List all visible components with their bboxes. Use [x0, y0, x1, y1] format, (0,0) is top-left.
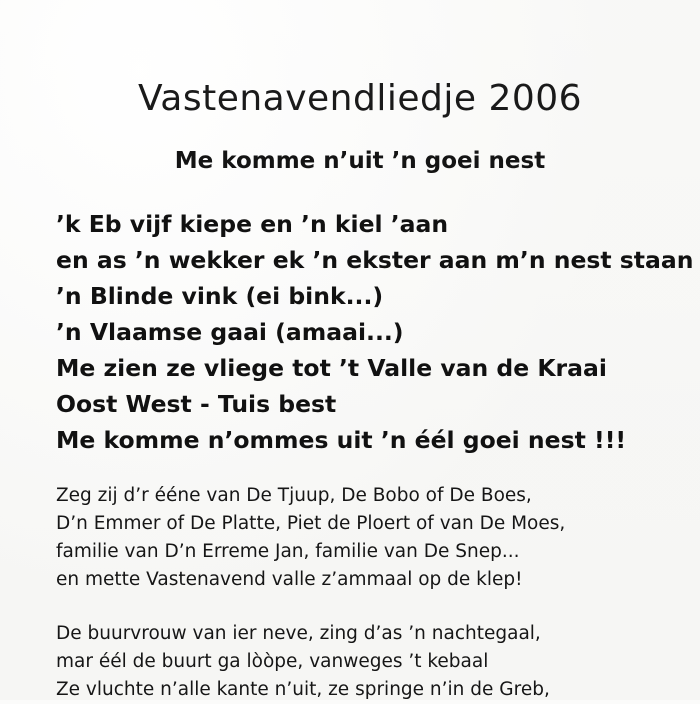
chorus-line: Me komme n’ommes uit ’n éél goei nest !!! — [56, 426, 627, 454]
verse-line: De buurvrouw van ier neve, zing d’as ’n nachtegaal, — [56, 623, 541, 644]
chorus-line: Me zien ze vliege tot ’t Valle van de Kraai — [56, 354, 607, 382]
verse-line: Zeg zij d’r ééne van De Tjuup, De Bobo of De Boes, — [56, 485, 532, 506]
chorus-line: ’k Eb vijf kiepe en ’n kiel ’aan — [56, 210, 449, 238]
verse-line: D’n Emmer of De Platte, Piet de Ploert of van De Moes, — [56, 513, 566, 534]
verse-line: Ze vluchte n’alle kante n’uit, ze springe n’in de Greb, — [56, 679, 550, 700]
verse-line: en mette Vastenavend valle z’ammaal op de klep! — [56, 569, 523, 590]
verse-line: mar éél de buurt ga lòòpe, vanweges ’t kebaal — [56, 651, 489, 672]
song-title: Vastenavendliedje 2006 — [137, 78, 583, 119]
song-subtitle: Me komme n’uit ’n goei nest — [174, 148, 546, 174]
verse-block-2 — [56, 620, 696, 704]
chorus-line: ’n Blinde vink (ei bink...) — [56, 282, 384, 310]
chorus-block — [56, 206, 696, 458]
chorus-line: ’n Vlaamse gaai (amaai...) — [56, 318, 404, 346]
verse-line: familie van D’n Erreme Jan, familie van De Snep... — [56, 541, 520, 562]
chorus-line: Oost West - Tuis best — [56, 390, 337, 418]
verse-block-1 — [56, 482, 696, 594]
chorus-line: en as ’n wekker ek ’n ekster aan m’n nest staan — [56, 246, 694, 274]
